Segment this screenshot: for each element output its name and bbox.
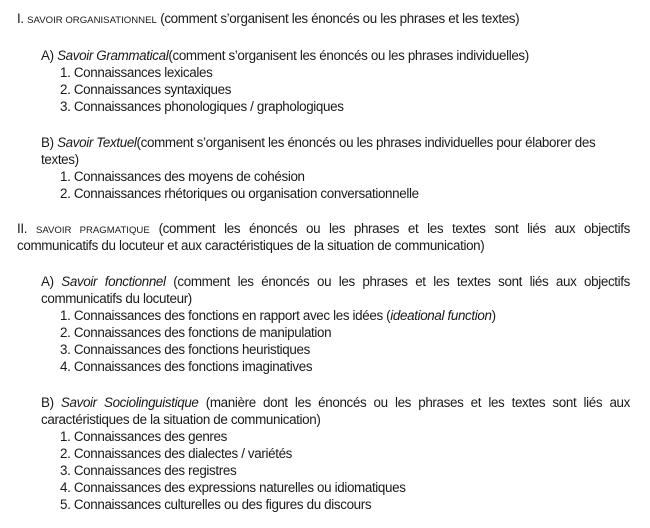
- list-item: 2. Connaissances des dialectes / variétés: [60, 446, 293, 461]
- list-item: 1. Connaissances des moyens de cohésion: [60, 169, 305, 184]
- list-item-italic: ideational function: [390, 308, 492, 323]
- list-item: 3. Connaissances phonologiques / graphologiques: [60, 99, 344, 114]
- subsection-letter: A): [41, 48, 54, 63]
- list-item: 3. Connaissances des fonctions heuristiques: [60, 342, 310, 357]
- subsection-description-continued: caractéristiques de la situation de communication): [41, 412, 321, 427]
- section-heading-organisationnel: [17, 10, 519, 29]
- subsection-description: (comment s’organisent les énoncés ou les phrases individuelles pour élaborer des: [136, 135, 596, 150]
- subsection-letter: B): [41, 395, 54, 410]
- list-item: 1. Connaissances lexicales: [60, 65, 213, 80]
- subsection-description: (manière dont les énoncés ou les phrases et les textes sont liés aux: [205, 395, 630, 410]
- subsection-description-continued: textes): [41, 152, 79, 167]
- subsection-title: Savoir fonctionnel: [61, 274, 166, 289]
- subsection-description: (comment les énoncés ou les phrases et les textes sont liés aux objectifs: [173, 274, 630, 289]
- subsection-title: Savoir Textuel: [57, 135, 137, 150]
- subsection-letter: B): [41, 135, 54, 150]
- list-item-text: 1. Connaissances des fonctions en rapport avec les idées (: [60, 308, 391, 323]
- list-item: 2. Connaissances syntaxiques: [60, 82, 232, 97]
- section-description: (comment les énoncés ou les phrases et les textes sont liés aux objectifs: [158, 221, 630, 236]
- section-numeral: I.: [17, 11, 24, 26]
- section-description: (comment s’organisent les énoncés ou les phrases et les textes): [160, 11, 520, 26]
- subsection-heading-sociolinguistique: [41, 394, 630, 411]
- subsection-title: Savoir Grammatical: [57, 48, 169, 63]
- section-title: SAVOIR ORGANISATIONNEL: [27, 15, 157, 26]
- section-numeral: II.: [17, 221, 28, 236]
- list-item: 4. Connaissances des fonctions imaginatives: [60, 359, 313, 374]
- section-description-continued: communicatifs du locuteur et aux caractéristiques de la situation de communication): [17, 238, 485, 253]
- list-item: 3. Connaissances des registres: [60, 463, 237, 478]
- list-item: 2. Connaissances rhétoriques ou organisation conversationnelle: [60, 186, 419, 201]
- subsection-heading-grammatical: [41, 47, 529, 64]
- subsection-heading-fonctionnel: [41, 273, 630, 290]
- section-title: SAVOIR PRAGMATIQUE: [35, 225, 150, 236]
- subsection-title: Savoir Sociolinguistique: [60, 395, 199, 410]
- subsection-letter: A): [41, 274, 54, 289]
- list-item: 5. Connaissances culturelles ou des figures du discours: [60, 497, 372, 512]
- list-item: 1. Connaissances des genres: [60, 429, 227, 444]
- list-item: 2. Connaissances des fonctions de manipulation: [60, 325, 332, 340]
- list-item-suffix: ): [491, 308, 496, 323]
- list-item: 4. Connaissances des expressions naturelles ou idiomatiques: [60, 480, 406, 495]
- subsection-description: (comment s’organisent les énoncés ou les phrases individuelles): [168, 48, 529, 63]
- list-item: [60, 307, 496, 324]
- subsection-heading-textuel: [41, 134, 595, 151]
- subsection-description-continued: communicatifs du locuteur): [41, 291, 192, 306]
